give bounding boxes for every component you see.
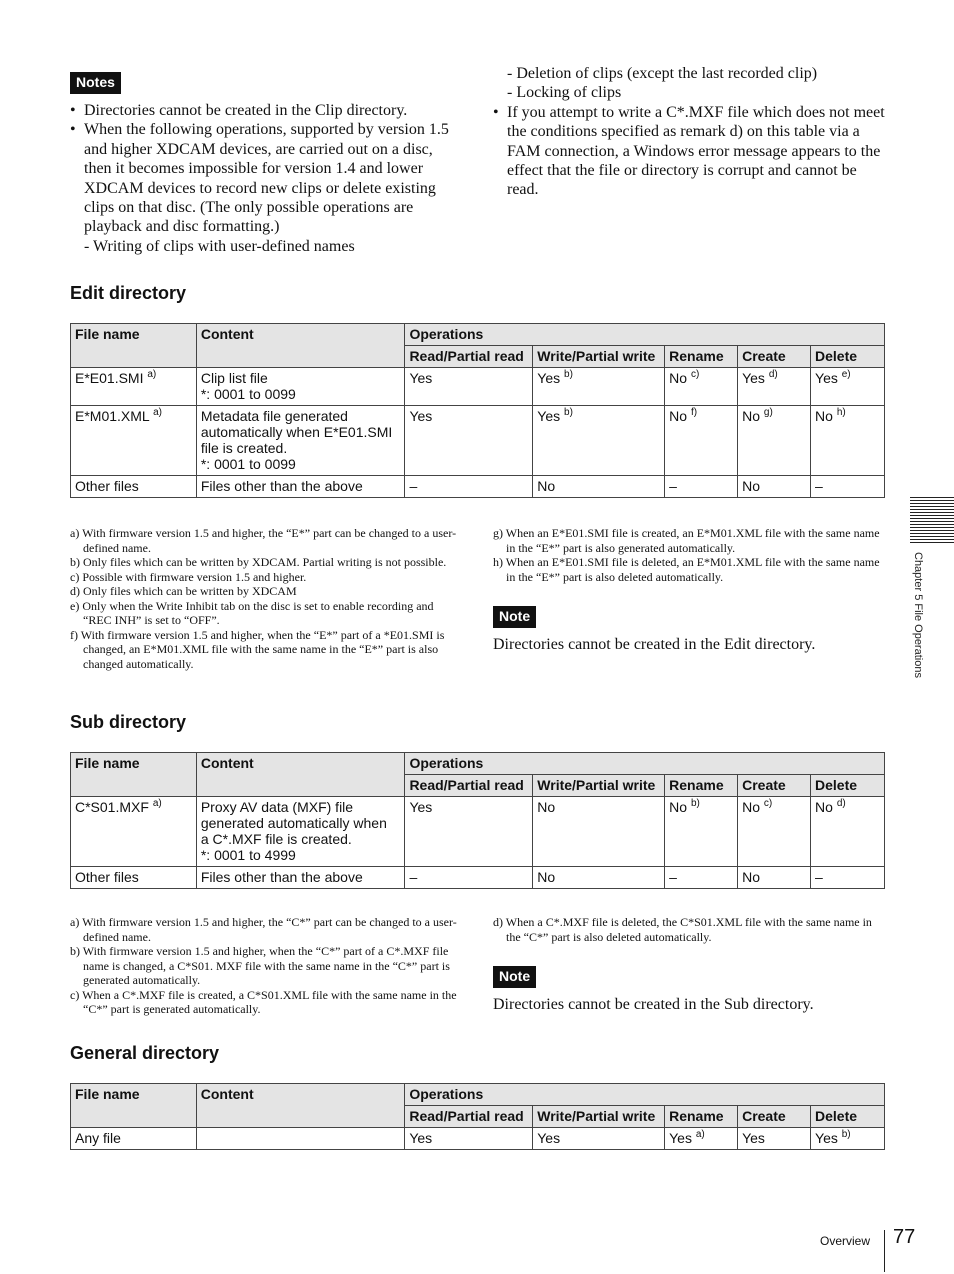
cell-write [533, 867, 665, 889]
edit-directory-heading: Edit directory [70, 283, 187, 303]
cell-value: Yes [409, 408, 433, 424]
column-header-operations: Operations [405, 753, 885, 775]
footer-section: Overview [820, 1234, 871, 1248]
cell-value: – [815, 478, 823, 494]
footnote: c) When a C*.MXF file is created, a C*S01.XML file with the same name in the “C*” part is generated automatically. [70, 987, 457, 1016]
footnote: h) When an E*E01.SMI file is deleted, an E*M01.XML file with the same name in the “E*” part is also deleted automatically. [493, 555, 880, 584]
sub-directory-table [70, 752, 885, 889]
cell-value: Yes [742, 1130, 765, 1146]
cell-read [405, 797, 533, 867]
table-row [71, 867, 885, 889]
edit-directory-table [70, 323, 885, 498]
column-header-content: Content [196, 1084, 405, 1128]
page-number: 77 [893, 1226, 916, 1248]
cell-value: Yes [537, 370, 561, 386]
cell-create [738, 1128, 811, 1150]
cell-value: – [409, 478, 418, 494]
cell-value: Yes [669, 1130, 692, 1146]
cell-value: Yes [815, 370, 838, 386]
content-line: Files other than the above [200, 869, 363, 885]
column-header-write: Write/Partial write [533, 346, 665, 368]
column-header-create: Create [738, 775, 811, 797]
cell-value: – [815, 869, 823, 885]
header-row [71, 324, 885, 346]
content-line: Proxy AV data (MXF) file [200, 799, 354, 815]
footnote-ref: b) [690, 798, 700, 809]
footnote: f) With firmware version 1.5 and higher, when the “E*” part of a *E01.SMI is changed, an E*M01.XML file with the same name in the “E*” part is also changed automatically. [70, 627, 445, 671]
cell-content [196, 867, 405, 889]
column-header-file-name: File name [71, 324, 197, 368]
column-header-file-name: File name [71, 753, 197, 797]
cell-rename [665, 797, 738, 867]
chapter-tab-label [912, 552, 926, 692]
column-header-rename: Rename [665, 1106, 738, 1128]
footnote-ref: a) [695, 1129, 705, 1140]
chapter-tab-stripes [910, 497, 954, 545]
column-header-create: Create [738, 1106, 811, 1128]
cell-read [405, 1128, 533, 1150]
footnote-ref: c) [690, 369, 700, 380]
notes-right-dashes [493, 64, 888, 103]
footnote-ref: e) [841, 369, 851, 380]
footnote: e) Only when the Write Inhibit tab on the disc is set to enable recording and “REC INH” is set to “OFF”. [70, 598, 434, 627]
footnote-ref: a) [147, 369, 157, 380]
sub-footnotes-right [493, 915, 885, 944]
table-row [71, 476, 885, 498]
cell-value: Any file [75, 1130, 121, 1146]
cell-value: No [742, 478, 760, 494]
header-row [71, 753, 885, 775]
column-header-rename: Rename [665, 775, 738, 797]
column-header-delete: Delete [811, 775, 885, 797]
cell-delete [811, 368, 885, 406]
footnote-ref: a) [152, 798, 162, 809]
footnote: a) With firmware version 1.5 and higher, the “E*” part can be changed to a user-defined name. [70, 526, 457, 555]
column-header-operations: Operations [405, 324, 885, 346]
content-line: Files other than the above [200, 478, 363, 494]
cell-value: – [669, 869, 677, 885]
column-header-read: Read/Partial read [405, 346, 533, 368]
cell-write [533, 368, 665, 406]
cell-content [196, 406, 405, 476]
cell-write [533, 406, 665, 476]
content-line: file is created. [200, 440, 288, 456]
cell-file [71, 797, 197, 867]
column-header-operations: Operations [405, 1084, 885, 1106]
edit-note-text: Directories cannot be created in the Edit directory. [493, 636, 816, 653]
cell-value: No [537, 799, 556, 815]
notes-left-column [70, 101, 462, 256]
cell-file [71, 368, 197, 406]
cell-read [405, 867, 533, 889]
column-header-content: Content [196, 753, 405, 797]
cell-value: No [669, 408, 688, 424]
footnote-ref: b) [564, 407, 573, 418]
footnote-ref: b) [564, 369, 573, 380]
cell-rename [665, 867, 738, 889]
cell-value: No [669, 370, 688, 386]
cell-value: Yes [409, 799, 433, 815]
cell-value: No [537, 869, 556, 885]
cell-create [738, 406, 811, 476]
cell-create [738, 867, 811, 889]
footnote-ref: a) [153, 407, 162, 418]
sub-note-text: Directories cannot be created in the Sub directory. [493, 996, 814, 1013]
content-line: *: 0001 to 0099 [200, 386, 296, 402]
general-directory-heading: General directory [70, 1043, 220, 1063]
footnote: d) When a C*.MXF file is deleted, the C*S01.XML file with the same name in the “C*” part is also deleted automatically. [493, 915, 872, 944]
notes-right-bullets [493, 103, 888, 200]
content-line [201, 1130, 401, 1146]
footnote-ref: d) [768, 369, 778, 380]
cell-file [71, 476, 197, 498]
cell-write [533, 797, 665, 867]
footnote-ref: d) [836, 798, 846, 809]
content-line: *: 0001 to 0099 [200, 456, 296, 472]
content-line: *: 0001 to 4999 [200, 847, 296, 863]
sub-note-badge: Note [493, 966, 536, 988]
cell-rename [665, 406, 738, 476]
cell-read [405, 368, 533, 406]
column-header-delete: Delete [811, 1106, 885, 1128]
footnote: b) Only files which can be written by XDCAM. Partial writing is not possible. [70, 555, 447, 569]
cell-file [71, 1128, 197, 1150]
footnote-ref: b) [841, 1129, 851, 1140]
cell-rename [665, 476, 738, 498]
column-header-delete: Delete [811, 346, 885, 368]
sub-directory-heading: Sub directory [70, 712, 187, 732]
list-item: • Directories cannot be created in the Clip directory. [70, 101, 462, 120]
cell-read [405, 476, 533, 498]
cell-value: No [537, 478, 556, 494]
cell-create [738, 368, 811, 406]
dash-item: - Locking of clips [507, 84, 622, 102]
dash-item: - Writing of clips with user-defined names [84, 237, 355, 255]
column-header-content: Content [196, 324, 405, 368]
cell-value: E*E01.SMI [75, 370, 144, 386]
table-row [71, 368, 885, 406]
cell-value: – [669, 478, 677, 494]
sub-footnotes-left [70, 915, 462, 1017]
cell-value: No [815, 408, 833, 424]
content-line: automatically when E*E01.SMI [200, 424, 393, 440]
cell-delete [811, 867, 885, 889]
footnote: a) With firmware version 1.5 and higher, the “C*” part can be changed to a user-defined name. [70, 915, 457, 944]
footnote-ref: c) [763, 798, 773, 809]
column-header-write: Write/Partial write [533, 775, 665, 797]
cell-value: No [742, 869, 760, 885]
column-header-read: Read/Partial read [405, 775, 533, 797]
edit-footnotes-right [493, 526, 885, 584]
edit-footnotes-left [70, 526, 462, 671]
footnote-ref: g) [763, 407, 773, 418]
cell-delete [811, 406, 885, 476]
cell-rename [665, 368, 738, 406]
cell-file [71, 406, 197, 476]
table-row [71, 1128, 885, 1150]
footnote-ref: f) [690, 407, 698, 418]
footnote: d) Only files which can be written by XDCAM [70, 584, 297, 598]
cell-file [71, 867, 197, 889]
cell-value: No [742, 799, 760, 815]
cell-delete [811, 476, 885, 498]
cell-value: Yes [409, 370, 433, 386]
content-line: Metadata file generated [200, 408, 348, 424]
column-header-write: Write/Partial write [533, 1106, 665, 1128]
cell-value: No [742, 408, 760, 424]
cell-value: Yes [409, 1130, 433, 1146]
header-row [71, 1084, 885, 1106]
cell-create [738, 797, 811, 867]
content-line: Clip list file [200, 370, 268, 386]
cell-value: Yes [815, 1130, 838, 1146]
cell-value: Yes [537, 1130, 561, 1146]
cell-value: No [815, 799, 833, 815]
column-header-create: Create [738, 346, 811, 368]
content-line: a C*.MXF file is created. [200, 831, 352, 847]
cell-value: Yes [742, 370, 765, 386]
cell-value: Other files [75, 869, 139, 885]
cell-rename [665, 1128, 738, 1150]
general-directory-table [70, 1083, 885, 1150]
cell-write [533, 1128, 665, 1150]
cell-create [738, 476, 811, 498]
cell-value: – [409, 869, 418, 885]
list-item: • When the following operations, supported by version 1.5 and higher XDCAM devices, are carried out on a disc, then it becomes impossible for version 1.4 and lower XDCAM devices to record new clips or delete existing clips on that disc. (The only possible operations are playback and disc formatting.) [70, 120, 462, 236]
list-item: • If you attempt to write a C*.MXF file which does not meet the conditions specified as remark d) on this table via a FAM connection, a Windows error message appears to the effect that the file or directory is corrupt and cannot be read. [493, 103, 888, 200]
cell-value: Other files [75, 478, 139, 494]
edit-note-badge: Note [493, 606, 536, 628]
notes-left-dashes [70, 237, 462, 256]
footnote: g) When an E*E01.SMI file is created, an E*M01.XML file with the same name in the “E*” part is also generated automatically. [493, 526, 880, 555]
cell-content [196, 1128, 405, 1150]
notes-left-bullets [70, 101, 462, 237]
column-header-file-name: File name [71, 1084, 197, 1128]
cell-value: E*M01.XML [75, 408, 150, 424]
cell-value: No [669, 799, 688, 815]
dash-item: - Deletion of clips (except the last recorded clip) [507, 65, 818, 82]
footnote: c) Possible with firmware version 1.5 and higher. [70, 569, 307, 584]
cell-content [196, 368, 405, 406]
cell-delete [811, 1128, 885, 1150]
footer-divider [884, 1230, 885, 1272]
column-header-rename: Rename [665, 346, 738, 368]
table-row [71, 406, 885, 476]
footnote-ref: h) [836, 407, 846, 418]
cell-value: Yes [537, 408, 561, 424]
chapter-tab-text: Chapter 5 File Operations [912, 552, 924, 678]
notes-right-column [493, 64, 888, 200]
cell-value: C*S01.MXF [75, 799, 149, 815]
cell-read [405, 406, 533, 476]
column-header-read: Read/Partial read [405, 1106, 533, 1128]
notes-badge: Notes [70, 72, 121, 94]
content-line: generated automatically when [200, 815, 387, 831]
cell-content [196, 797, 405, 867]
cell-delete [811, 797, 885, 867]
cell-content [196, 476, 405, 498]
table-row [71, 797, 885, 867]
footnote: b) With firmware version 1.5 and higher, when the “C*” part of a C*.MXF file name is changed, a C*S01. MXF file with the same name in the “C*” part is generated automatically. [70, 944, 450, 987]
cell-write [533, 476, 665, 498]
